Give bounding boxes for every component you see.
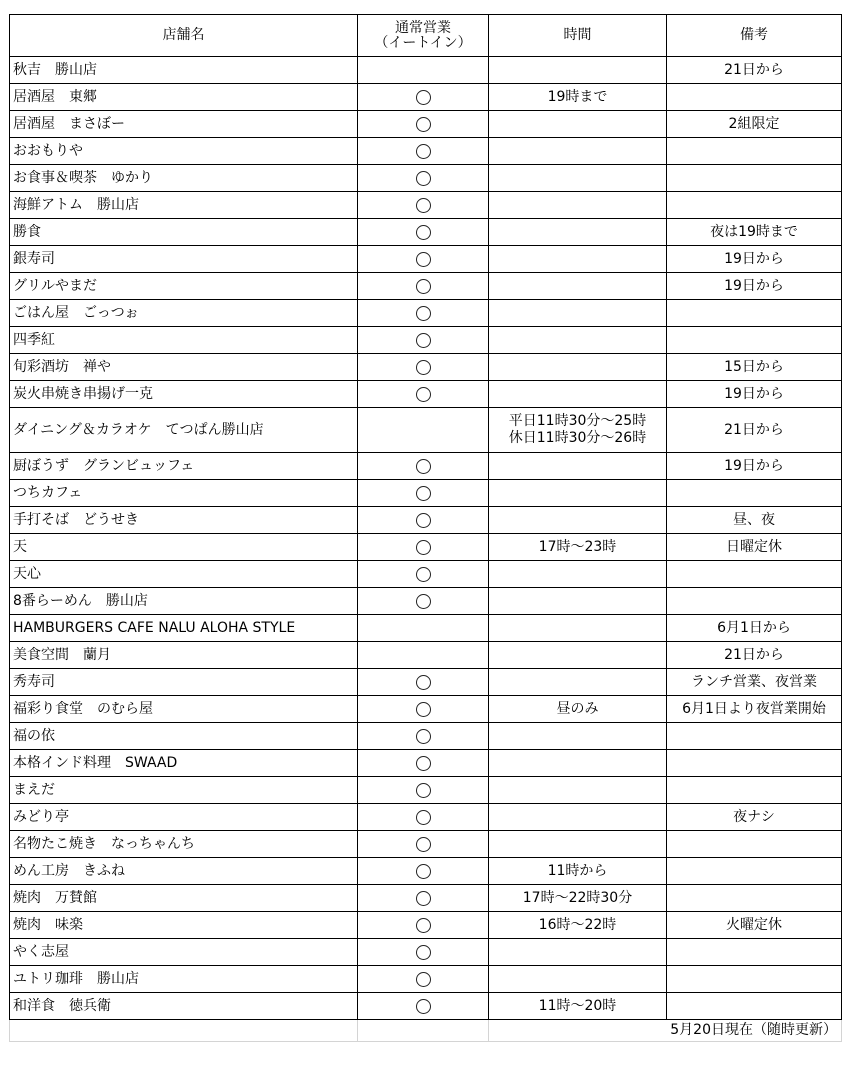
table-row — [10, 165, 842, 192]
hours-cell — [489, 831, 667, 858]
circle-mark-icon — [416, 513, 431, 528]
restaurant-name-cell: 福の依 — [10, 723, 358, 750]
footer-cell-empty — [358, 1020, 489, 1042]
circle-mark-icon — [416, 486, 431, 501]
restaurant-name-cell: 美食空間 蘭月 — [10, 642, 358, 669]
restaurant-name-cell: 居酒屋 まさぼー — [10, 111, 358, 138]
header-row — [10, 15, 842, 57]
dinein-cell — [358, 804, 489, 831]
circle-mark-icon — [416, 945, 431, 960]
hours-cell: 17時～23時 — [489, 534, 667, 561]
notes-cell: 日曜定休 — [667, 534, 842, 561]
dinein-cell — [358, 669, 489, 696]
circle-mark-icon — [416, 144, 431, 159]
restaurant-name-cell: 旬彩酒坊 禅や — [10, 354, 358, 381]
restaurant-name-cell: 銀寿司 — [10, 246, 358, 273]
table-row — [10, 750, 842, 777]
circle-mark-icon — [416, 756, 431, 771]
restaurant-name-cell: 秀寿司 — [10, 669, 358, 696]
circle-mark-icon — [416, 918, 431, 933]
table-row — [10, 246, 842, 273]
footer-cell-empty — [10, 1020, 358, 1042]
table-row — [10, 300, 842, 327]
table-row — [10, 993, 842, 1020]
notes-cell: 2組限定 — [667, 111, 842, 138]
table-row — [10, 381, 842, 408]
header-dinein-line1: 通常営業 — [395, 19, 451, 36]
header-name: 店舗名 — [10, 15, 358, 57]
dinein-cell — [358, 777, 489, 804]
notes-cell: 6月1日から — [667, 615, 842, 642]
restaurant-name-cell: みどり亭 — [10, 804, 358, 831]
table-row — [10, 219, 842, 246]
hours-cell — [489, 669, 667, 696]
circle-mark-icon — [416, 837, 431, 852]
hours-cell — [489, 507, 667, 534]
notes-cell — [667, 723, 842, 750]
notes-cell — [667, 939, 842, 966]
circle-mark-icon — [416, 360, 431, 375]
dinein-cell — [358, 219, 489, 246]
dinein-cell — [358, 831, 489, 858]
notes-cell: 21日から — [667, 642, 842, 669]
dinein-cell — [358, 696, 489, 723]
table-row — [10, 777, 842, 804]
header-notes: 備考 — [667, 15, 842, 57]
restaurant-name-cell: 手打そば どうせき — [10, 507, 358, 534]
circle-mark-icon — [416, 729, 431, 744]
table-row — [10, 831, 842, 858]
restaurant-name-cell: 厨ぼうず グランビュッフェ — [10, 453, 358, 480]
circle-mark-icon — [416, 387, 431, 402]
restaurant-name-cell: HAMBURGERS CAFE NALU ALOHA STYLE — [10, 615, 358, 642]
notes-cell — [667, 750, 842, 777]
hours-cell — [489, 615, 667, 642]
dinein-cell — [358, 273, 489, 300]
hours-cell: 16時～22時 — [489, 912, 667, 939]
notes-cell: 15日から — [667, 354, 842, 381]
footer-row — [10, 1020, 842, 1042]
hours-cell — [489, 111, 667, 138]
hours-cell — [489, 138, 667, 165]
dinein-cell — [358, 966, 489, 993]
table-row — [10, 939, 842, 966]
notes-cell — [667, 777, 842, 804]
hours-cell — [489, 327, 667, 354]
restaurant-name-cell: ダイニング＆カラオケ てつぱん勝山店 — [10, 408, 358, 453]
circle-mark-icon — [416, 225, 431, 240]
notes-cell: 夜は19時まで — [667, 219, 842, 246]
table-row — [10, 273, 842, 300]
hours-cell — [489, 300, 667, 327]
hours-cell — [489, 480, 667, 507]
circle-mark-icon — [416, 117, 431, 132]
circle-mark-icon — [416, 279, 431, 294]
circle-mark-icon — [416, 810, 431, 825]
notes-cell: 19日から — [667, 381, 842, 408]
table-row — [10, 858, 842, 885]
circle-mark-icon — [416, 171, 431, 186]
notes-cell — [667, 561, 842, 588]
restaurant-name-cell: まえだ — [10, 777, 358, 804]
notes-cell: 21日から — [667, 57, 842, 84]
restaurant-name-cell: グリルやまだ — [10, 273, 358, 300]
restaurant-name-cell: 焼肉 味楽 — [10, 912, 358, 939]
dinein-cell — [358, 84, 489, 111]
restaurant-name-cell: めん工房 きふね — [10, 858, 358, 885]
table-row — [10, 804, 842, 831]
table-row — [10, 615, 842, 642]
table-row — [10, 84, 842, 111]
hours-cell — [489, 561, 667, 588]
circle-mark-icon — [416, 306, 431, 321]
table-row — [10, 966, 842, 993]
restaurant-name-cell: お食事＆喫茶 ゆかり — [10, 165, 358, 192]
notes-cell — [667, 480, 842, 507]
table-row — [10, 408, 842, 453]
notes-cell — [667, 84, 842, 111]
restaurant-name-cell: 天 — [10, 534, 358, 561]
restaurant-name-cell: 本格インド料理 SWAAD — [10, 750, 358, 777]
hours-cell — [489, 57, 667, 84]
dinein-cell — [358, 453, 489, 480]
notes-cell — [667, 165, 842, 192]
notes-cell: ランチ営業、夜営業 — [667, 669, 842, 696]
hours-cell: 11時～20時 — [489, 993, 667, 1020]
dinein-cell — [358, 165, 489, 192]
table-row — [10, 588, 842, 615]
dinein-cell — [358, 111, 489, 138]
dinein-cell — [358, 408, 489, 453]
hours-line: 平日11時30分～25時 — [508, 413, 647, 429]
table-row — [10, 507, 842, 534]
notes-cell: 6月1日より夜営業開始 — [667, 696, 842, 723]
notes-cell: 火曜定休 — [667, 912, 842, 939]
restaurant-name-cell: やく志屋 — [10, 939, 358, 966]
hours-cell — [489, 777, 667, 804]
hours-cell — [489, 723, 667, 750]
notes-cell — [667, 993, 842, 1020]
hours-cell — [489, 804, 667, 831]
circle-mark-icon — [416, 702, 431, 717]
hours-cell — [489, 165, 667, 192]
dinein-cell — [358, 354, 489, 381]
header-dinein — [358, 15, 489, 57]
dinein-cell — [358, 534, 489, 561]
dinein-cell — [358, 561, 489, 588]
dinein-cell — [358, 138, 489, 165]
notes-cell — [667, 138, 842, 165]
restaurant-table-sheet — [9, 14, 841, 1042]
table-row — [10, 642, 842, 669]
dinein-cell — [358, 57, 489, 84]
dinein-cell — [358, 480, 489, 507]
circle-mark-icon — [416, 594, 431, 609]
restaurant-name-cell: 福彩り食堂 のむら屋 — [10, 696, 358, 723]
hours-cell — [489, 192, 667, 219]
restaurant-name-cell: 焼肉 万賛館 — [10, 885, 358, 912]
restaurant-name-cell: 8番らーめん 勝山店 — [10, 588, 358, 615]
table-row — [10, 354, 842, 381]
circle-mark-icon — [416, 675, 431, 690]
circle-mark-icon — [416, 333, 431, 348]
hours-line: 休日11時30分～26時 — [508, 430, 647, 446]
circle-mark-icon — [416, 567, 431, 582]
hours-cell — [489, 750, 667, 777]
dinein-cell — [358, 327, 489, 354]
hours-cell: 11時から — [489, 858, 667, 885]
restaurant-name-cell: 炭火串焼き串揚げ一克 — [10, 381, 358, 408]
header-dinein-line2: （イートイン） — [374, 34, 472, 51]
circle-mark-icon — [416, 459, 431, 474]
restaurant-name-cell: 海鮮アトム 勝山店 — [10, 192, 358, 219]
notes-cell: 19日から — [667, 453, 842, 480]
circle-mark-icon — [416, 972, 431, 987]
circle-mark-icon — [416, 252, 431, 267]
dinein-cell — [358, 642, 489, 669]
restaurant-name-cell: 勝食 — [10, 219, 358, 246]
dinein-cell — [358, 507, 489, 534]
notes-cell — [667, 858, 842, 885]
notes-cell — [667, 327, 842, 354]
restaurant-name-cell: 四季紅 — [10, 327, 358, 354]
notes-cell: 夜ナシ — [667, 804, 842, 831]
hours-cell: 19時まで — [489, 84, 667, 111]
dinein-cell — [358, 588, 489, 615]
table-row — [10, 669, 842, 696]
notes-cell — [667, 966, 842, 993]
restaurant-name-cell: ユトリ珈琲 勝山店 — [10, 966, 358, 993]
dinein-cell — [358, 939, 489, 966]
notes-cell — [667, 831, 842, 858]
hours-cell — [489, 642, 667, 669]
notes-cell — [667, 588, 842, 615]
table-row — [10, 111, 842, 138]
dinein-cell — [358, 246, 489, 273]
table-row — [10, 453, 842, 480]
restaurant-name-cell: 名物たこ焼き なっちゃんち — [10, 831, 358, 858]
circle-mark-icon — [416, 540, 431, 555]
table-body — [10, 57, 842, 1020]
circle-mark-icon — [416, 783, 431, 798]
circle-mark-icon — [416, 864, 431, 879]
table-row — [10, 912, 842, 939]
notes-cell — [667, 192, 842, 219]
hours-cell — [489, 408, 667, 453]
restaurant-table — [9, 14, 842, 1042]
hours-cell — [489, 219, 667, 246]
table-row — [10, 57, 842, 84]
dinein-cell — [358, 912, 489, 939]
circle-mark-icon — [416, 999, 431, 1014]
notes-cell: 19日から — [667, 246, 842, 273]
hours-cell — [489, 273, 667, 300]
table-row — [10, 327, 842, 354]
footer-note: 5月20日現在（随時更新） — [489, 1020, 842, 1042]
restaurant-name-cell: 天心 — [10, 561, 358, 588]
table-row — [10, 138, 842, 165]
table-row — [10, 480, 842, 507]
hours-cell — [489, 246, 667, 273]
notes-cell: 21日から — [667, 408, 842, 453]
table-row — [10, 534, 842, 561]
hours-cell: 17時～22時30分 — [489, 885, 667, 912]
restaurant-name-cell: 居酒屋 東郷 — [10, 84, 358, 111]
circle-mark-icon — [416, 90, 431, 105]
dinein-cell — [358, 723, 489, 750]
notes-cell — [667, 300, 842, 327]
hours-cell: 昼のみ — [489, 696, 667, 723]
table-row — [10, 696, 842, 723]
dinein-cell — [358, 858, 489, 885]
dinein-cell — [358, 750, 489, 777]
dinein-cell — [358, 192, 489, 219]
table-row — [10, 723, 842, 750]
circle-mark-icon — [416, 891, 431, 906]
dinein-cell — [358, 993, 489, 1020]
dinein-cell — [358, 885, 489, 912]
hours-cell — [489, 939, 667, 966]
restaurant-name-cell: 和洋食 徳兵衛 — [10, 993, 358, 1020]
table-row — [10, 192, 842, 219]
restaurant-name-cell: 秋吉 勝山店 — [10, 57, 358, 84]
notes-cell: 19日から — [667, 273, 842, 300]
restaurant-name-cell: おおもりや — [10, 138, 358, 165]
dinein-cell — [358, 300, 489, 327]
table-row — [10, 561, 842, 588]
hours-cell — [489, 381, 667, 408]
notes-cell: 昼、夜 — [667, 507, 842, 534]
circle-mark-icon — [416, 198, 431, 213]
hours-cell — [489, 966, 667, 993]
table-row — [10, 885, 842, 912]
dinein-cell — [358, 615, 489, 642]
header-hours: 時間 — [489, 15, 667, 57]
restaurant-name-cell: ごはん屋 ごっつぉ — [10, 300, 358, 327]
dinein-cell — [358, 381, 489, 408]
hours-cell — [489, 453, 667, 480]
hours-cell — [489, 354, 667, 381]
hours-cell — [489, 588, 667, 615]
notes-cell — [667, 885, 842, 912]
restaurant-name-cell: つちカフェ — [10, 480, 358, 507]
